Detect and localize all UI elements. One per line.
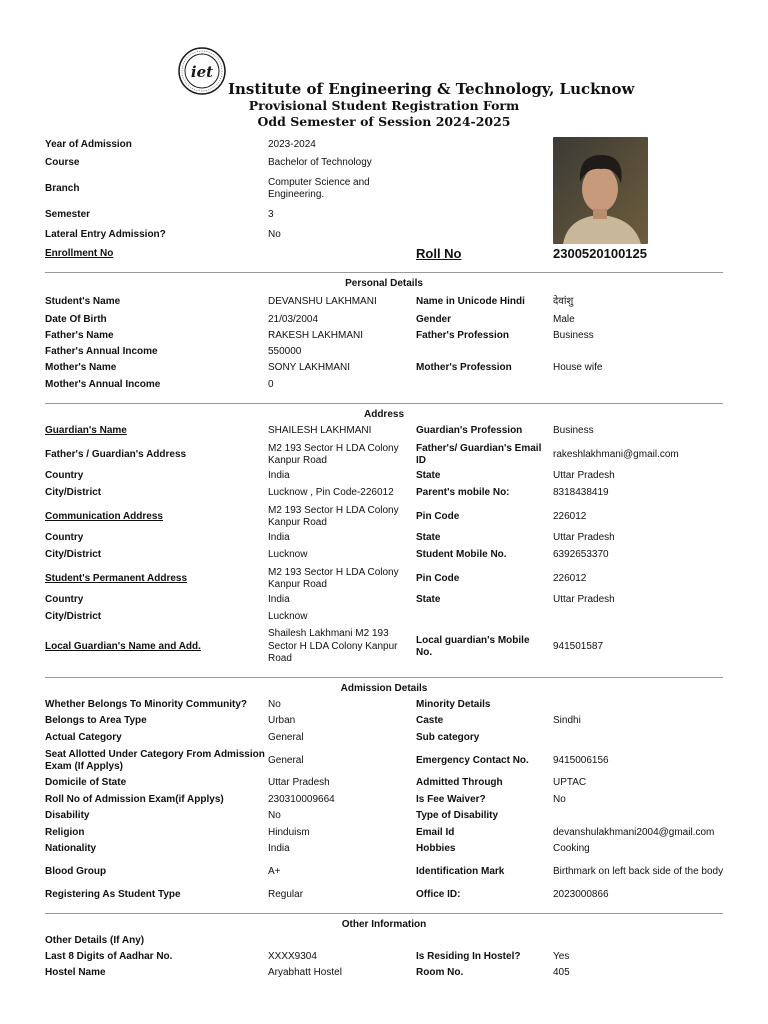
field-value bbox=[553, 731, 733, 745]
personal-section-header bbox=[45, 272, 723, 289]
field-label: Semester bbox=[45, 208, 91, 220]
roll-value: 2300520100125 bbox=[553, 245, 647, 261]
section-title: Address bbox=[363, 409, 404, 420]
field-label: Parent's mobile No: bbox=[416, 486, 510, 498]
field-label: Branch bbox=[45, 182, 80, 194]
field-label: Course bbox=[45, 156, 80, 168]
field-value: Cooking bbox=[553, 842, 590, 854]
field-label: Email Id bbox=[416, 826, 455, 838]
field-value: Uttar Pradesh bbox=[553, 531, 615, 543]
svg-text:iet: iet bbox=[190, 63, 214, 81]
info-row bbox=[0, 228, 768, 242]
info-row bbox=[0, 842, 768, 856]
info-row bbox=[0, 826, 768, 840]
info-row bbox=[0, 156, 768, 170]
field-value: House wife bbox=[553, 361, 603, 373]
info-row bbox=[0, 486, 768, 500]
field-label: Roll No of Admission Exam(if Applys) bbox=[45, 793, 224, 805]
field-value: Shailesh Lakhmani M2 193 Sector H LDA Colony Kanpur Road bbox=[268, 628, 398, 665]
info-row bbox=[0, 345, 768, 359]
field-value: Sindhi bbox=[553, 714, 581, 726]
field-label: City/District bbox=[45, 610, 102, 622]
field-label: Student Mobile No. bbox=[416, 548, 507, 560]
field-label: City/District bbox=[45, 486, 102, 498]
field-label: Last 8 Digits of Aadhar No. bbox=[45, 950, 173, 962]
field-value bbox=[553, 345, 733, 359]
field-value: Urban bbox=[268, 714, 296, 726]
field-value: Lucknow bbox=[268, 548, 308, 560]
field-value: General bbox=[268, 754, 304, 766]
field-value: No bbox=[268, 809, 281, 821]
field-value: 6392653370 bbox=[553, 548, 609, 560]
institute-name: Institute of Engineering & Technology, Lucknow bbox=[228, 80, 635, 98]
field-value bbox=[553, 378, 733, 392]
field-value: DEVANSHU LAKHMANI bbox=[268, 295, 377, 307]
field-label: Hobbies bbox=[416, 842, 456, 854]
field-label: Sub category bbox=[416, 731, 480, 743]
field-value: 2023000866 bbox=[553, 888, 609, 900]
field-value: M2 193 Sector H LDA Colony Kanpur Road bbox=[268, 442, 399, 466]
info-row bbox=[0, 313, 768, 327]
field-label: Year of Admission bbox=[45, 138, 132, 150]
field-value: rakeshlakhmani@gmail.com bbox=[553, 448, 679, 460]
field-value: 9415006156 bbox=[553, 754, 609, 766]
other-section-header bbox=[45, 913, 723, 930]
field-label: Guardian's Name bbox=[45, 424, 127, 436]
field-value: Hinduism bbox=[268, 826, 310, 838]
info-row bbox=[0, 565, 768, 593]
field-value: Birthmark on left back side of the body bbox=[553, 865, 724, 877]
field-label: Nationality bbox=[45, 842, 97, 854]
address-section-header bbox=[45, 403, 723, 420]
section-title: Admission Details bbox=[340, 683, 428, 694]
field-label: Pin Code bbox=[416, 572, 460, 584]
info-row bbox=[0, 441, 768, 469]
form-header bbox=[0, 0, 768, 135]
info-row bbox=[0, 809, 768, 823]
field-value: 941501587 bbox=[553, 640, 604, 652]
form-title: Provisional Student Registration Form bbox=[248, 98, 520, 113]
field-label: Student's Name bbox=[45, 295, 121, 307]
field-label: Name in Unicode Hindi bbox=[416, 295, 525, 307]
field-label: Communication Address bbox=[45, 510, 163, 522]
field-value: A+ bbox=[268, 865, 281, 877]
field-value: India bbox=[268, 842, 290, 854]
info-row bbox=[0, 714, 768, 728]
section-title: Other Information bbox=[341, 919, 427, 930]
field-label: Country bbox=[45, 531, 84, 543]
info-row bbox=[0, 138, 768, 152]
info-row bbox=[0, 175, 768, 203]
field-value bbox=[553, 809, 733, 823]
field-label bbox=[416, 934, 546, 948]
field-value: Uttar Pradesh bbox=[553, 593, 615, 605]
info-row bbox=[0, 469, 768, 483]
field-label: Father's / Guardian's Address bbox=[45, 448, 187, 460]
field-value: M2 193 Sector H LDA Colony Kanpur Road bbox=[268, 504, 399, 528]
field-value: UPTAC bbox=[553, 776, 587, 788]
admission-section-header bbox=[45, 677, 723, 694]
field-value: M2 193 Sector H LDA Colony Kanpur Road bbox=[268, 566, 399, 590]
field-label: Office ID: bbox=[416, 888, 461, 900]
field-label: Blood Group bbox=[45, 865, 107, 877]
field-value: RAKESH LAKHMANI bbox=[268, 329, 364, 341]
field-value: 405 bbox=[553, 966, 570, 978]
info-row bbox=[0, 329, 768, 343]
field-value: XXXX9304 bbox=[268, 950, 317, 962]
info-row bbox=[0, 950, 768, 964]
info-row bbox=[0, 531, 768, 545]
field-value: 550000 bbox=[268, 345, 302, 357]
field-value: India bbox=[268, 593, 290, 605]
info-row bbox=[0, 627, 768, 667]
field-value: Aryabhatt Hostel bbox=[268, 966, 342, 978]
info-row bbox=[0, 966, 768, 980]
field-label: Caste bbox=[416, 714, 444, 726]
field-value bbox=[553, 610, 733, 624]
field-label: Father's/ Guardian's Email ID bbox=[416, 442, 542, 466]
info-row bbox=[0, 295, 768, 309]
field-value: India bbox=[268, 531, 290, 543]
info-row bbox=[0, 858, 768, 886]
field-label: Other Details (If Any) bbox=[45, 934, 145, 946]
field-value: SHAILESH LAKHMANI bbox=[268, 424, 372, 436]
field-label bbox=[416, 378, 546, 392]
field-value: 226012 bbox=[553, 572, 587, 584]
field-label: Mother's Annual Income bbox=[45, 378, 161, 390]
field-label: Mother's Name bbox=[45, 361, 117, 373]
field-label: Father's Profession bbox=[416, 329, 509, 341]
roll-row bbox=[0, 246, 768, 262]
info-row bbox=[0, 610, 768, 624]
field-value: Regular bbox=[268, 888, 304, 900]
field-label: State bbox=[416, 531, 441, 543]
field-label: State bbox=[416, 593, 441, 605]
field-value: Business bbox=[553, 329, 594, 341]
field-label: City/District bbox=[45, 548, 102, 560]
field-label: Student's Permanent Address bbox=[45, 572, 188, 584]
field-value: Computer Science and Engineering. bbox=[268, 176, 370, 200]
info-row bbox=[0, 548, 768, 562]
info-row bbox=[0, 793, 768, 807]
field-label: Hostel Name bbox=[45, 966, 106, 978]
roll-label: Roll No bbox=[416, 245, 462, 261]
field-label: Identification Mark bbox=[416, 865, 505, 877]
field-label: Type of Disability bbox=[416, 809, 499, 821]
field-value: Male bbox=[553, 313, 575, 325]
field-label: Country bbox=[45, 593, 84, 605]
field-label: Belongs to Area Type bbox=[45, 714, 147, 726]
field-value: 230310009664 bbox=[268, 793, 335, 805]
field-label: Religion bbox=[45, 826, 85, 838]
field-value: No bbox=[268, 228, 281, 240]
enrollment-value bbox=[268, 246, 408, 262]
field-value: 0 bbox=[268, 378, 274, 390]
field-value: Uttar Pradesh bbox=[268, 776, 330, 788]
session-title: Odd Semester of Session 2024-2025 bbox=[257, 114, 511, 129]
info-row bbox=[0, 208, 768, 222]
info-row bbox=[0, 747, 768, 775]
info-row bbox=[0, 698, 768, 712]
field-value: General bbox=[268, 731, 304, 743]
info-row bbox=[0, 731, 768, 745]
field-value: 226012 bbox=[553, 510, 587, 522]
field-value bbox=[553, 698, 733, 712]
field-label: Is Fee Waiver? bbox=[416, 793, 486, 805]
field-label: Pin Code bbox=[416, 510, 460, 522]
field-label: Gender bbox=[416, 313, 452, 325]
field-label: Room No. bbox=[416, 966, 464, 978]
info-row bbox=[0, 593, 768, 607]
field-label: Is Residing In Hostel? bbox=[416, 950, 521, 962]
field-label bbox=[416, 345, 546, 359]
info-row bbox=[0, 934, 768, 948]
field-label: Lateral Entry Admission? bbox=[45, 228, 166, 240]
field-value: 2023-2024 bbox=[268, 138, 316, 150]
field-label: Local guardian's Mobile No. bbox=[416, 634, 530, 658]
field-label: Registering As Student Type bbox=[45, 888, 181, 900]
field-value bbox=[268, 934, 408, 948]
field-label: Emergency Contact No. bbox=[416, 754, 529, 766]
info-row bbox=[0, 424, 768, 438]
field-value bbox=[553, 934, 733, 948]
field-label: Seat Allotted Under Category From Admission Exam (If Applys) bbox=[45, 748, 265, 772]
field-value: 8318438419 bbox=[553, 486, 609, 498]
field-value: Business bbox=[553, 424, 594, 436]
field-label: Mother's Profession bbox=[416, 361, 512, 373]
info-row bbox=[0, 361, 768, 375]
field-label: Country bbox=[45, 469, 84, 481]
field-label: Domicile of State bbox=[45, 776, 127, 788]
field-value: No bbox=[553, 793, 566, 805]
field-value: 21/03/2004 bbox=[268, 313, 319, 325]
field-value: SONY LAKHMANI bbox=[268, 361, 351, 373]
field-label: Disability bbox=[45, 809, 90, 821]
info-row bbox=[0, 888, 768, 902]
field-label bbox=[416, 610, 546, 624]
field-value: Lucknow , Pin Code-226012 bbox=[268, 486, 394, 498]
field-value: Uttar Pradesh bbox=[553, 469, 615, 481]
iet-logo-icon bbox=[178, 47, 226, 95]
info-row bbox=[0, 776, 768, 790]
field-label: Admitted Through bbox=[416, 776, 503, 788]
field-value: 3 bbox=[268, 208, 274, 220]
field-label: Actual Category bbox=[45, 731, 122, 743]
field-label: Guardian's Profession bbox=[416, 424, 523, 436]
field-label: Date Of Birth bbox=[45, 313, 107, 325]
field-value: No bbox=[268, 698, 281, 710]
field-value: देवांशु bbox=[553, 295, 574, 307]
field-value: India bbox=[268, 469, 290, 481]
info-row bbox=[0, 503, 768, 531]
field-label: Father's Annual Income bbox=[45, 345, 158, 357]
info-row bbox=[0, 378, 768, 392]
field-label: State bbox=[416, 469, 441, 481]
field-value: Lucknow bbox=[268, 610, 308, 622]
field-value: devanshulakhmani2004@gmail.com bbox=[553, 826, 715, 838]
enrollment-label: Enrollment No bbox=[45, 247, 114, 259]
field-value: Bachelor of Technology bbox=[268, 156, 372, 168]
field-label: Minority Details bbox=[416, 698, 491, 710]
field-label: Father's Name bbox=[45, 329, 114, 341]
field-value: Yes bbox=[553, 950, 570, 962]
field-label: Local Guardian's Name and Add. bbox=[45, 640, 201, 652]
field-label: Whether Belongs To Minority Community? bbox=[45, 698, 248, 710]
section-title: Personal Details bbox=[345, 278, 423, 289]
